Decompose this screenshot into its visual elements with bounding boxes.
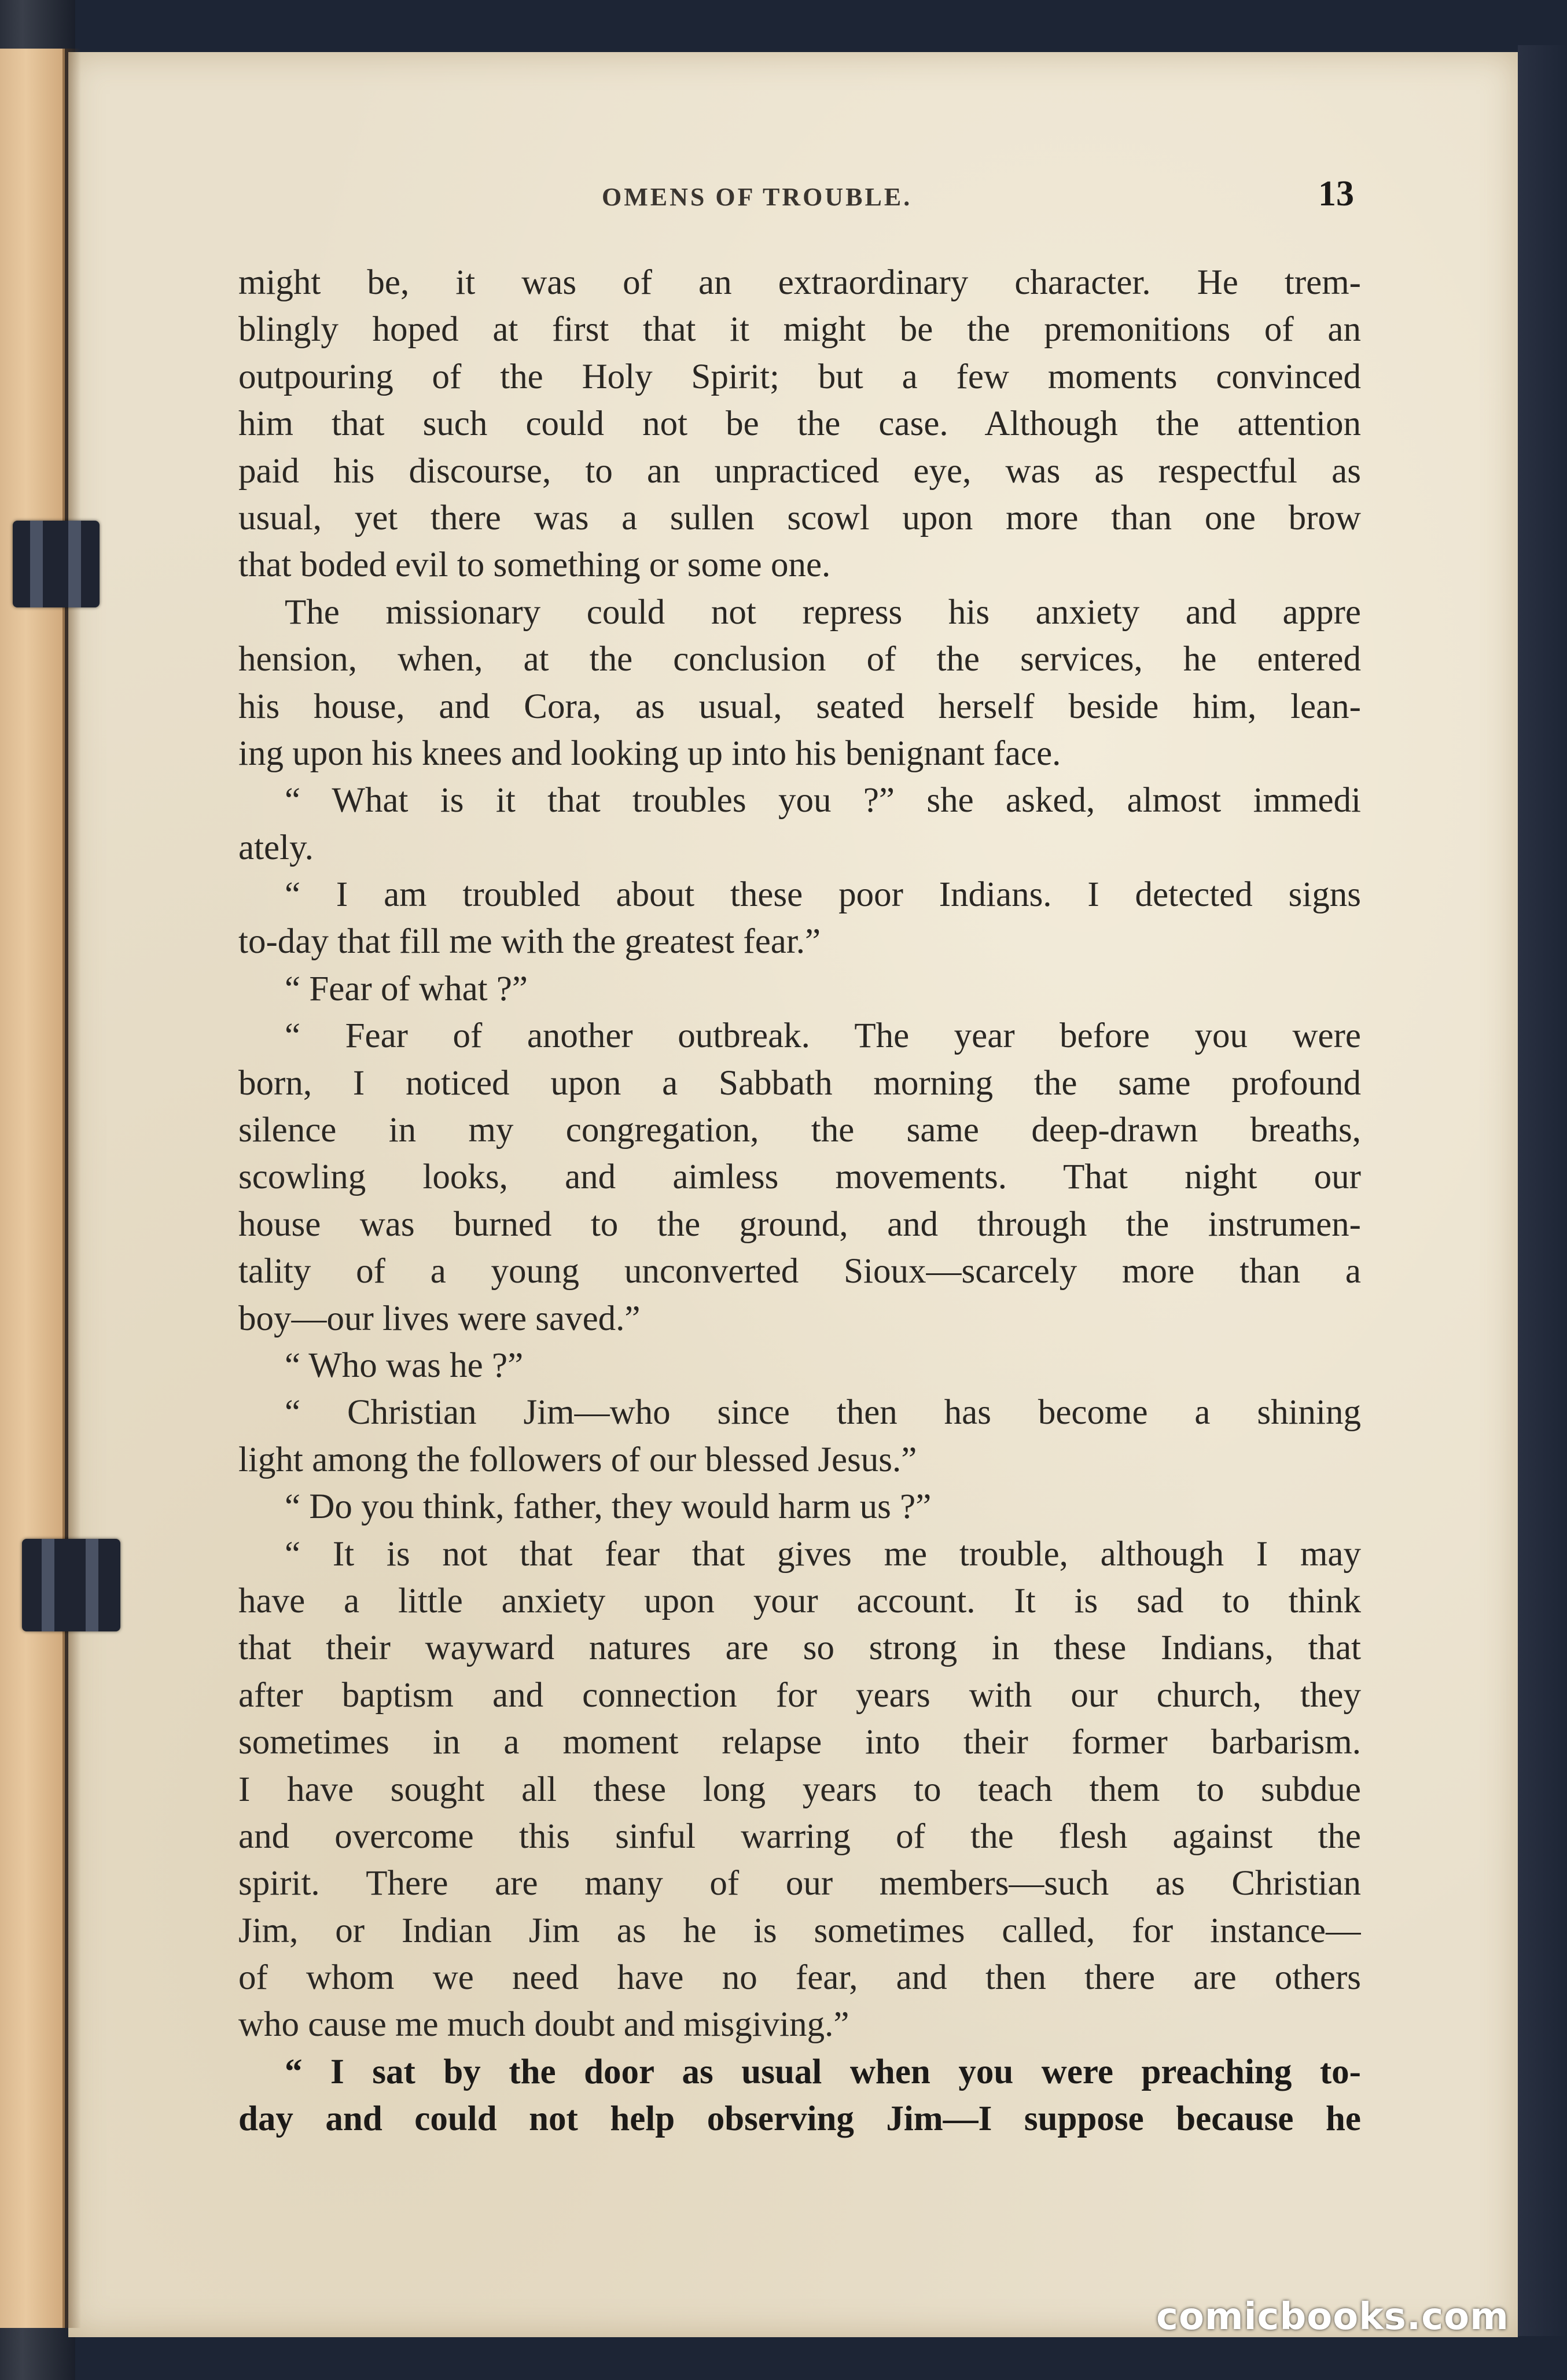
staple-top-leg-right (68, 521, 81, 607)
text-line: born, I noticed upon a Sabbath morning the same profound (238, 1063, 1361, 1103)
text-line: scowling looks, and aimless movements. That night our (238, 1158, 1361, 1197)
text-line: “ What is it that troubles you ?” she asked, almost immedi (285, 781, 1361, 820)
staple-bottom-leg-left (42, 1539, 54, 1631)
watermark: comicbooks.com (1156, 2296, 1509, 2338)
text-line: to-day that fill me with the greatest fear.” (238, 922, 821, 961)
text-line: that their wayward natures are so strong in these Indians, that (238, 1629, 1361, 1668)
text-line: day and could not help observing Jim—I suppose because he (238, 2099, 1361, 2139)
text-line: “ Do you think, father, they would harm us ?” (285, 1487, 932, 1527)
staple-bottom-leg-right (86, 1539, 98, 1631)
text-line: might be, it was of an extraordinary character. He trem- (238, 263, 1361, 302)
text-line: “ It is not that fear that gives me trouble, although I may (285, 1534, 1361, 1574)
text-line: ing upon his knees and looking up into his benignant face. (238, 734, 1061, 773)
text-line: his house, and Cora, as usual, seated herself beside him, lean- (238, 687, 1361, 726)
text-line: boy—our lives were saved.” (238, 1299, 641, 1338)
text-line: I have sought all these long years to teach them to subdue (238, 1770, 1361, 1809)
text-line: “ Who was he ?” (285, 1346, 524, 1385)
text-line: The missionary could not repress his anxiety and appre (285, 592, 1361, 632)
text-line: ately. (238, 828, 314, 867)
facing-page-edge (0, 49, 65, 2328)
text-line: usual, yet there was a sullen scowl upon more than one brow (238, 498, 1361, 537)
staple-top (13, 521, 100, 607)
text-line: “ Christian Jim—who since then has become a shining (285, 1393, 1361, 1432)
text-line: silence in my congregation, the same deep-drawn breaths, (238, 1111, 1361, 1150)
text-line: sometimes in a moment relapse into their former barbarism. (238, 1723, 1361, 1762)
text-line: after baptism and connection for years with our church, they (238, 1675, 1361, 1715)
text-line: have a little anxiety upon your account. It is sad to think (238, 1581, 1361, 1620)
text-line: him that such could not be the case. Although the attention (238, 404, 1361, 444)
text-line: hension, when, at the conclusion of the services, he entered (238, 640, 1361, 679)
text-line: spirit. There are many of our members—such as Christian (238, 1864, 1361, 1903)
text-line: light among the followers of our blessed Jesus.” (238, 1440, 917, 1479)
staple-top-leg-left (30, 521, 43, 607)
text-line: and overcome this sinful warring of the flesh against the (238, 1817, 1361, 1856)
text-line: outpouring of the Holy Spirit; but a few moments convinced (238, 357, 1361, 396)
text-line: of whom we need have no fear, and then there are others (238, 1958, 1361, 1998)
scan-background-right (1518, 45, 1567, 2336)
text-line: Jim, or Indian Jim as he is sometimes called, for instance— (238, 1911, 1361, 1950)
text-line: tality of a young unconverted Sioux—scarcely more than a (238, 1252, 1361, 1291)
staple-bottom (22, 1539, 120, 1631)
text-line: “ I am troubled about these poor Indians. I detected signs (285, 875, 1361, 915)
body-text (238, 259, 1361, 2143)
running-head: OMENS OF TROUBLE. (602, 183, 913, 211)
text-line: “ I sat by the door as usual when you were preaching to- (285, 2052, 1361, 2091)
text-line: paid his discourse, to an unpracticed eye, was as respectful as (238, 451, 1361, 491)
page-number: 13 (1318, 174, 1354, 213)
gutter-shadow (62, 49, 81, 2328)
text-line: “ Fear of what ?” (285, 969, 528, 1008)
text-line: that boded evil to something or some one. (238, 546, 831, 585)
text-line: house was burned to the ground, and through the instrumen- (238, 1204, 1361, 1244)
text-line: who cause me much doubt and misgiving.” (238, 2005, 849, 2044)
text-line: “ Fear of another outbreak. The year before you were (285, 1016, 1361, 1056)
text-line: blingly hoped at first that it might be the premonitions of an (238, 310, 1361, 349)
